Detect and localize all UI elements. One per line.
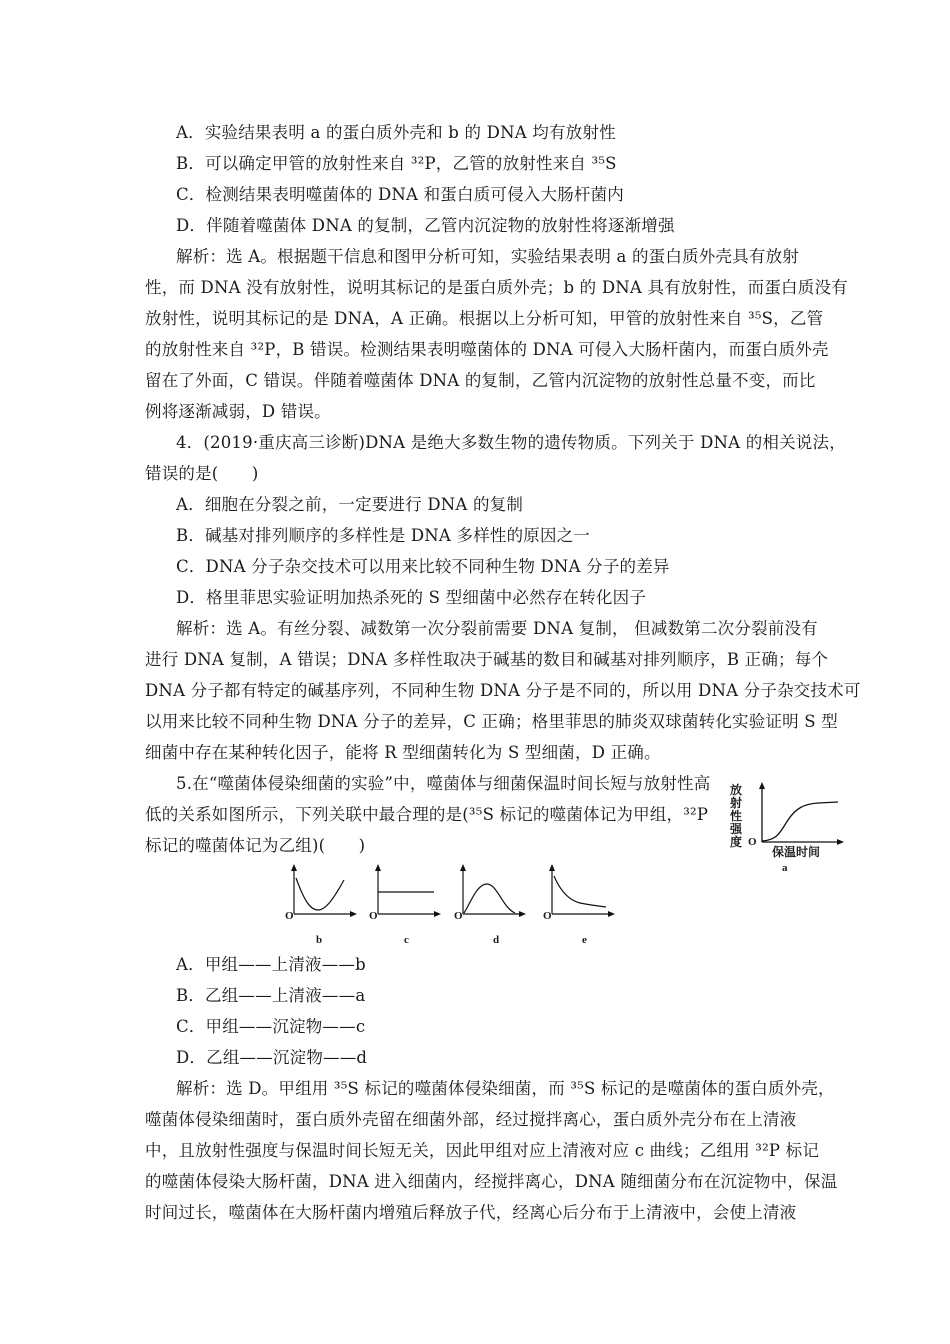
q4-analysis-line: 解析：选 A。有丝分裂、减数第一次分裂前需要 DNA 复制， 但减数第二次分裂前没有 [176, 619, 818, 638]
q3-analysis-line: 的放射性来自 ³²P，B 错误。检测结果表明噬菌体的 DNA 可侵入大肠杆菌内，而蛋白质外壳 [145, 340, 829, 359]
q4-option-c: C．DNA 分子杂交技术可以用来比较不同种生物 DNA 分子的差异 [176, 557, 670, 576]
q4-option-a: A．细胞在分裂之前，一定要进行 DNA 的复制 [176, 495, 524, 514]
q3-option-d: D．伴随着噬菌体 DNA 的复制，乙管内沉淀物的放射性将逐渐增强 [176, 216, 675, 235]
figure-e [540, 862, 618, 948]
q5-stem-line: 5.在“噬菌体侵染细菌的实验”中，噬菌体与细菌保温时间长短与放射性高 [176, 774, 711, 793]
q3-option-a: A．实验结果表明 a 的蛋白质外壳和 b 的 DNA 均有放射性 [176, 123, 616, 142]
q4-analysis-line: DNA 分子都有特定的碱基序列，不同种生物 DNA 分子是不同的，所以用 DNA 分子杂交技术可 [145, 681, 861, 700]
q5-analysis-line: 解析：选 D。甲组用 ³⁵S 标记的噬菌体侵染细菌，而 ³⁵S 标记的是噬菌体的蛋白质外壳， [176, 1079, 835, 1098]
q4-analysis-line: 细菌中存在某种转化因子，能将 R 型细菌转化为 S 型细菌，D 正确。 [145, 743, 661, 762]
figure-b-caption: b [316, 934, 323, 946]
figure-a-caption: a [782, 862, 788, 874]
figure-b-origin: O [285, 910, 294, 922]
q3-option-b: B．可以确定甲管的放射性来自 ³²P，乙管的放射性来自 ³⁵S [176, 154, 617, 173]
q5-option-b: B．乙组——上清液——a [176, 986, 366, 1005]
q5-analysis-line: 中，且放射性强度与保温时间长短无关，因此甲组对应上清液对应 c 曲线；乙组用 ³²P 标记 [145, 1141, 820, 1160]
figure-a-xlabel: 保温时间 [772, 845, 821, 859]
q4-option-d: D．格里菲思实验证明加热杀死的 S 型细菌中必然存在转化因子 [176, 588, 647, 607]
figure-a-ylabel: 放射性强度 [730, 783, 743, 849]
figure-a [728, 780, 848, 880]
figure-d-caption: d [493, 934, 500, 946]
q4-stem-line: 4．(2019·重庆高三诊断)DNA 是绝大多数生物的遗传物质。下列关于 DNA 的相关说法， [176, 433, 846, 452]
q5-option-d: D．乙组——沉淀物——d [176, 1048, 368, 1067]
figure-d-origin: O [454, 910, 463, 922]
q4-analysis-line: 进行 DNA 复制，A 错误；DNA 多样性取决于碱基的数目和碱基对排列顺序，B 正确；每个 [145, 650, 829, 669]
q3-analysis-line: 放射性，说明其标记的是 DNA，A 正确。根据以上分析可知，甲管的放射性来自 ³⁵S，乙管 [145, 309, 824, 328]
figure-c-origin: O [369, 910, 378, 922]
figure-e-caption: e [582, 934, 587, 946]
q4-option-b: B．碱基对排列顺序的多样性是 DNA 多样性的原因之一 [176, 526, 591, 545]
q5-stem-line: 标记的噬菌体记为乙组)( ) [145, 836, 366, 855]
figure-b [282, 862, 360, 948]
q3-analysis-line: 解析：选 A。根据题干信息和图甲分析可知，实验结果表明 a 的蛋白质外壳具有放射 [176, 247, 799, 266]
q5-option-a: A．甲组——上清液——b [176, 955, 366, 974]
q5-analysis-line: 的噬菌体侵染大肠杆菌，DNA 进入细菌内，经搅拌离心，DNA 随细菌分布在沉淀物中，保温 [145, 1172, 838, 1191]
q3-option-c: C．检测结果表明噬菌体的 DNA 和蛋白质可侵入大肠杆菌内 [176, 185, 624, 204]
figure-a-origin: O [748, 836, 757, 848]
q3-analysis-line: 性，而 DNA 没有放射性，说明其标记的是蛋白质外壳；b 的 DNA 具有放射性，而蛋白质没有 [145, 278, 848, 297]
figure-c [366, 862, 444, 948]
q4-analysis-line: 以用来比较不同种生物 DNA 分子的差异，C 正确；格里菲思的肺炎双球菌转化实验证明 S 型 [145, 712, 838, 731]
q5-analysis-line: 时间过长，噬菌体在大肠杆菌内增殖后释放子代，经离心后分布于上清液中，会使上清液 [145, 1203, 797, 1222]
q4-stem-line: 错误的是( ) [145, 464, 259, 483]
q5-analysis-line: 噬菌体侵染细菌时，蛋白质外壳留在细菌外部，经过搅拌离心，蛋白质外壳分布在上清液 [145, 1110, 797, 1129]
figure-e-origin: O [543, 910, 552, 922]
figure-c-caption: c [404, 934, 409, 946]
figure-d [451, 862, 529, 948]
q3-analysis-line: 留在了外面，C 错误。伴随着噬菌体 DNA 的复制，乙管内沉淀物的放射性总量不变，而比 [145, 371, 816, 390]
q5-option-c: C．甲组——沉淀物——c [176, 1017, 366, 1036]
q5-stem-line: 低的关系如图所示，下列关联中最合理的是(³⁵S 标记的噬菌体记为甲组，³²P [145, 805, 709, 824]
q3-analysis-line: 例将逐渐减弱，D 错误。 [145, 402, 331, 421]
